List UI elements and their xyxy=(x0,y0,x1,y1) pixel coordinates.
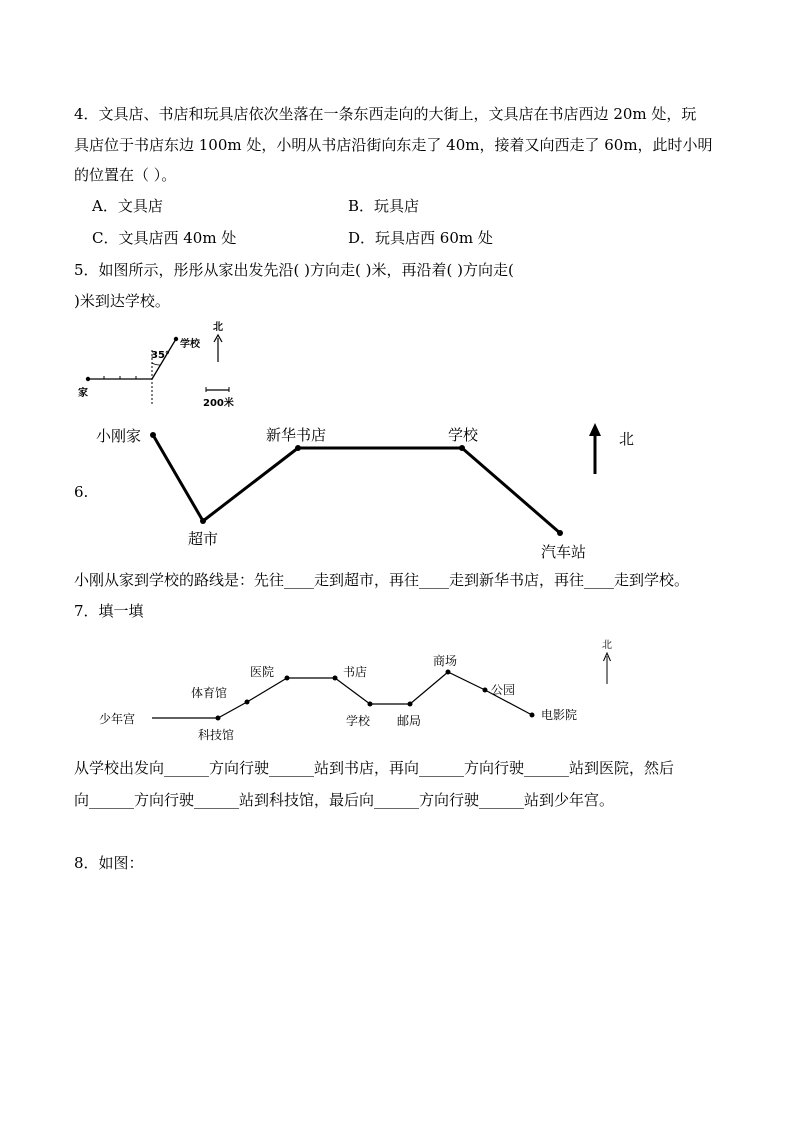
q7-keji-label: 科技馆 xyxy=(198,728,235,742)
q7-dianying-point xyxy=(530,713,535,718)
q7-title: 7．填一填 xyxy=(74,602,144,620)
q7-keji-point xyxy=(216,716,221,721)
q4-option-d: D．玩具店西 60m 处 xyxy=(348,229,493,247)
q7-tiyu-point xyxy=(245,700,250,705)
q6-question: 小刚从家到学校的路线是：先往____走到超市，再往____走到新华书店，再往____走到学校。 xyxy=(74,571,690,589)
q5-angle-label: 35° xyxy=(151,350,170,361)
q6-supermarket-point xyxy=(200,518,206,524)
q5-home-label: 家 xyxy=(78,388,88,399)
q6-supermarket-label: 超市 xyxy=(188,530,219,548)
q7-gongyuan-label: 公园 xyxy=(491,683,516,697)
q8-title: 8．如图： xyxy=(74,854,144,872)
q7-tiyu-label: 体育馆 xyxy=(191,686,228,700)
q7-yiyuan-label: 医院 xyxy=(250,665,275,679)
q6-number: 6. xyxy=(74,483,89,501)
q4-option-a: A．文具店 xyxy=(92,197,163,215)
q7-line-1: 从学校出发向______方向行驶______站到书店，再向______方向行驶______站到医院，然后 xyxy=(74,759,675,777)
q4-option-c: C．文具店西 40m 处 xyxy=(92,229,237,247)
q7-yiyuan-point xyxy=(285,676,290,681)
q6-bus-station-label: 汽车站 xyxy=(541,543,587,561)
q7-shaonian-label: 少年宫 xyxy=(99,712,136,726)
q7-dianying-label: 电影院 xyxy=(541,708,578,722)
q5-school-label: 学校 xyxy=(180,339,200,350)
q6-home-point xyxy=(150,432,156,438)
q6-north-arrowhead xyxy=(589,423,601,436)
q4-line-1: 4．文具店、书店和玩具店依次坐落在一条东西走向的大街上，文具店在书店西边 20m 处，玩 xyxy=(74,105,697,123)
q5-angle-arc xyxy=(152,363,160,365)
q5-home-point xyxy=(86,377,90,381)
q5-north-label: 北 xyxy=(213,322,223,333)
q7-shudian-point xyxy=(333,676,338,681)
q7-youju-label: 邮局 xyxy=(397,714,422,728)
q5-line-2: )米到达学校。 xyxy=(74,292,170,310)
q4-line-2: 具店位于书店东边 100m 处，小明从书店沿街向东走了 40m，接着又向西走了 60m，此时小明 xyxy=(74,136,713,154)
q5-scale-label: 200米 xyxy=(203,398,234,409)
q7-youju-point xyxy=(408,702,413,707)
q6-route xyxy=(153,435,560,533)
q5-school-point xyxy=(174,337,178,341)
q6-home-label: 小刚家 xyxy=(96,427,142,445)
q7-shangchang-point xyxy=(446,670,451,675)
q7-north-label: 北 xyxy=(602,640,612,651)
q6-north-label: 北 xyxy=(619,430,635,448)
q6-bookstore-label: 新华书店 xyxy=(266,426,327,444)
q7-xuexiao-point xyxy=(368,702,373,707)
q5-line-1: 5．如图所示，彤彤从家出发先沿( )方向走( )米，再沿着( )方向走( xyxy=(74,261,514,279)
q7-shangchang-label: 商场 xyxy=(433,654,458,668)
q6-bus-station-point xyxy=(557,530,563,536)
q7-xuexiao-label: 学校 xyxy=(346,714,371,728)
q6-bookstore-point xyxy=(295,445,301,451)
q6-school-point xyxy=(459,445,465,451)
q7-shudian-label: 书店 xyxy=(343,665,368,679)
q4-option-b: B．玩具店 xyxy=(348,197,420,215)
q7-gongyuan-point xyxy=(483,688,488,693)
q4-line-3: 的位置在（ ）。 xyxy=(74,166,177,184)
q6-school-label: 学校 xyxy=(448,426,479,444)
q7-line-2: 向______方向行驶______站到科技馆，最后向______方向行驶______站到少年宫。 xyxy=(74,791,615,809)
